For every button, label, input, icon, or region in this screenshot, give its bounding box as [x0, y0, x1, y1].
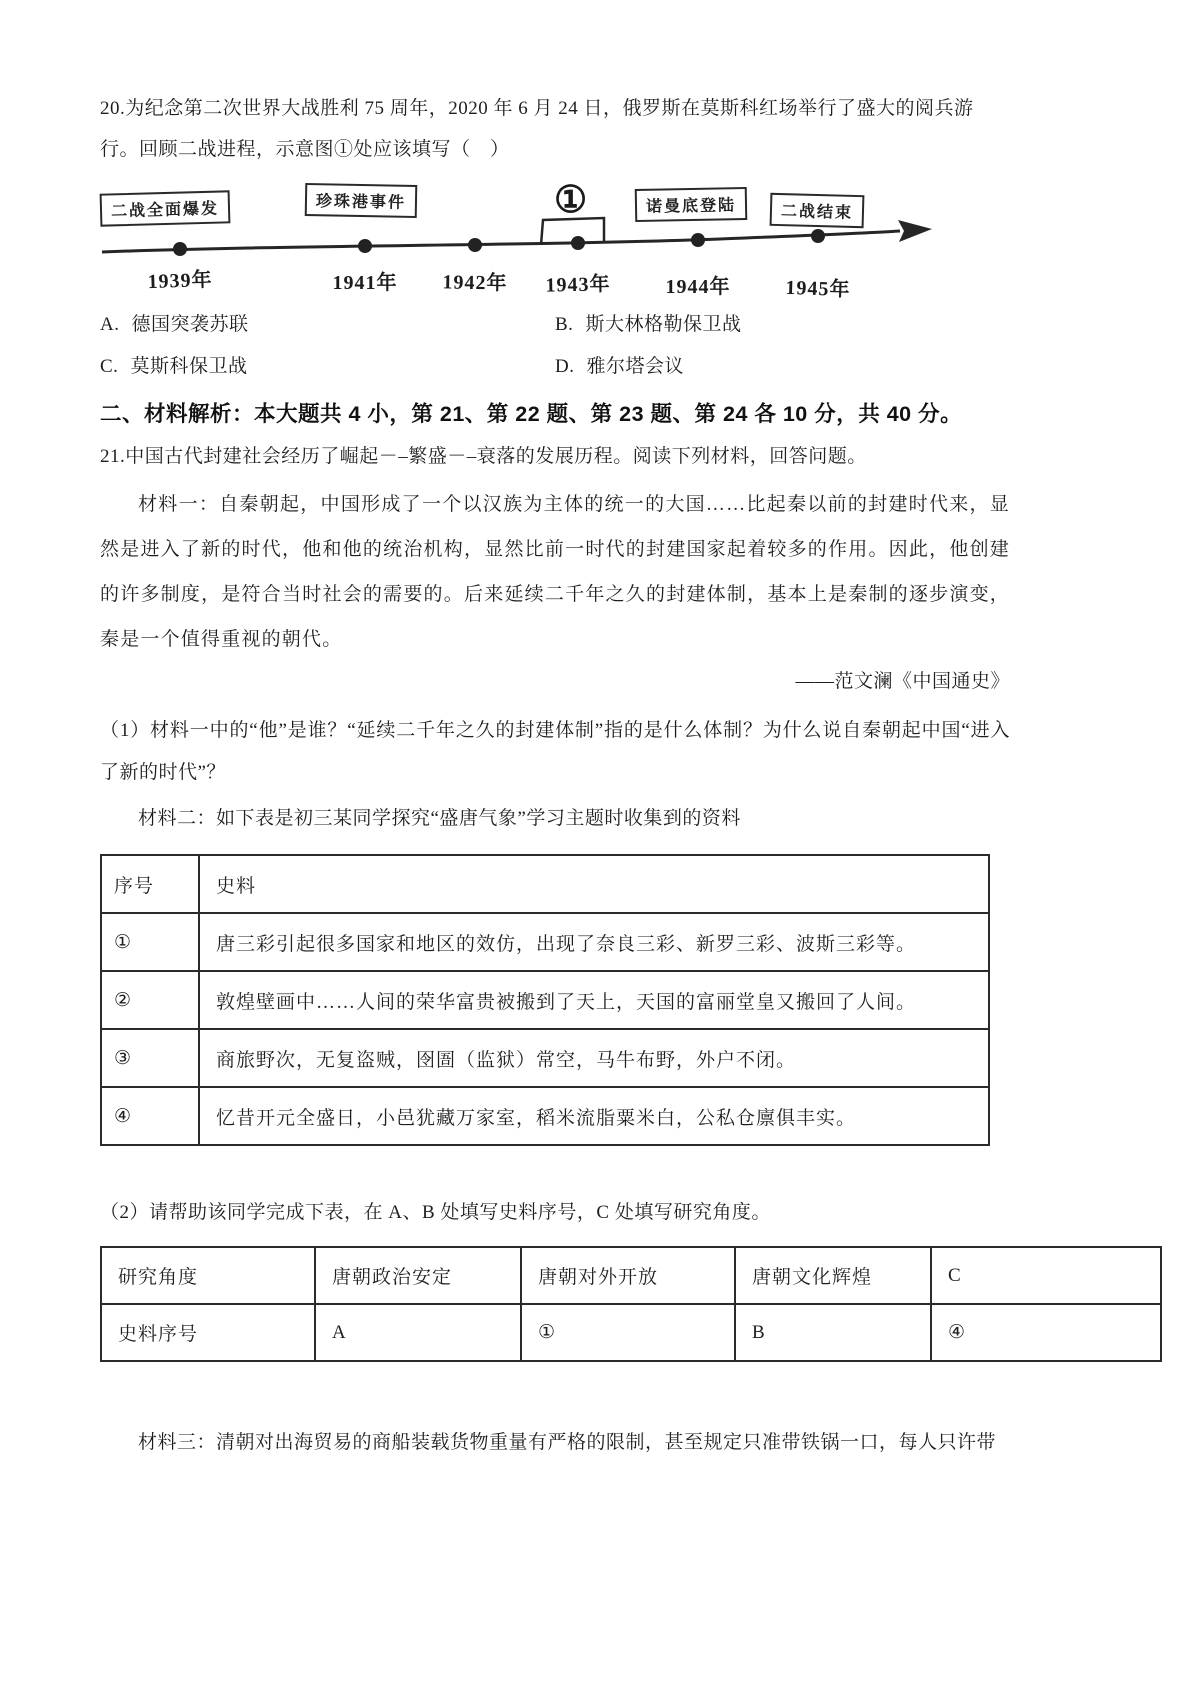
- timeline-year-label: 1939年: [147, 268, 213, 294]
- question-20-text: 20.为纪念第二次世界大战胜利 75 周年，2020 年 6 月 24 日，俄罗斯在莫斯科红场举行了盛大的阅兵游行。回顾二战进程，示意图①处应该填写（ ）: [100, 98, 974, 160]
- timeline-year-label: 1941年: [332, 272, 398, 294]
- table-cell: ④: [931, 1304, 1161, 1361]
- option-b-label: B.: [555, 314, 574, 335]
- table-cell: ④: [101, 1087, 199, 1145]
- table-cell: 序号: [101, 855, 199, 913]
- ww2-timeline-diagram: [100, 180, 950, 302]
- timeline-event-box-4: 诺曼底登陆: [635, 187, 748, 222]
- table-cell: 研究角度: [101, 1247, 315, 1304]
- table-cell: 唐三彩引起很多国家和地区的效仿，出现了奈良三彩、新罗三彩、波斯三彩等。: [199, 913, 989, 971]
- option-d: [555, 346, 684, 388]
- option-c: [100, 346, 555, 388]
- timeline-event-box-2: 珍珠港事件: [305, 183, 418, 218]
- table-cell: 唐朝政治安定: [315, 1247, 521, 1304]
- material-1-text: 材料一：自秦朝起，中国形成了一个以汉族为主体的统一的大国……比起秦以前的封建时代来，显然是进入了新的时代，他和他的统治机构，显然比前一时代的封建国家起着较多的作用。因此，他创建的许多制度，是符合当时社会的需要的。后来延续二千年之久的封建体制，基本上是秦制的逐步演变，秦是一个值得重视的朝代。: [100, 494, 1010, 650]
- options-row-1: [100, 304, 1010, 346]
- research-angle-table: [100, 1246, 1162, 1362]
- table-row: [101, 1029, 989, 1087]
- table-row: [101, 855, 989, 913]
- sub-question-1: （1）材料一中的“他”是谁？“延续二千年之久的封建体制”指的是什么体制？为什么说自秦朝起中国“进入了新的时代”？: [100, 720, 1010, 783]
- table-cell: 史料序号: [101, 1304, 315, 1361]
- timeline-event-box-5: 二战结束: [770, 193, 865, 228]
- timeline-dot-1943: [571, 236, 585, 250]
- table-cell: ①: [101, 913, 199, 971]
- section-2-header: 二、材料解析：本大题共 4 小，第 21、第 22 题、第 23 题、第 24 各 10 分，共 40 分。: [100, 402, 963, 426]
- option-d-label: D.: [555, 356, 575, 377]
- options-row-2: [100, 346, 1010, 388]
- timeline-axis: [102, 231, 900, 252]
- timeline-year-label: 1942年: [442, 271, 508, 295]
- option-a: [100, 304, 555, 346]
- timeline-year-label: 1943年: [545, 273, 611, 297]
- table-row: [101, 913, 989, 971]
- option-b-text: 斯大林格勒保卫战: [585, 314, 742, 335]
- table-row: [101, 971, 989, 1029]
- table-cell: 商旅野次，无复盗贼，囹圄（监狱）常空，马牛布野，外户不闭。: [199, 1029, 989, 1087]
- sub-question-2: （2）请帮助该同学完成下表，在 A、B 处填写史料序号，C 处填写研究角度。: [100, 1202, 771, 1223]
- timeline-year-label: 1944年: [665, 276, 731, 298]
- timeline-year-label: 1945年: [785, 276, 851, 302]
- option-a-text: 德国突袭苏联: [131, 314, 249, 335]
- timeline-blank-marker: ①: [554, 180, 588, 221]
- table-row: [101, 1087, 989, 1145]
- table-cell: ③: [101, 1029, 199, 1087]
- option-d-text: 雅尔塔会议: [586, 356, 684, 377]
- table-cell: 唐朝文化辉煌: [735, 1247, 931, 1304]
- table-cell: 唐朝对外开放: [521, 1247, 735, 1304]
- table-cell: ①: [521, 1304, 735, 1361]
- question-21-text: 21.中国古代封建社会经历了崛起－–繁盛－–衰落的发展历程。阅读下列材料，回答问题。: [100, 446, 867, 467]
- material-2-source-table: [100, 854, 990, 1146]
- table-cell: ②: [101, 971, 199, 1029]
- timeline-dot-1941: [358, 239, 372, 253]
- table-cell: A: [315, 1304, 521, 1361]
- option-c-label: C.: [100, 356, 119, 377]
- table-cell: B: [735, 1304, 931, 1361]
- timeline-event-box-1: 二战全面爆发: [100, 190, 231, 226]
- table-cell: 忆昔开元全盛日，小邑犹藏万家室，稻米流脂粟米白，公私仓廪俱丰实。: [199, 1087, 989, 1145]
- table-cell: 史料: [199, 855, 989, 913]
- table-cell: 敦煌壁画中……人间的荣华富贵被搬到了天上，天国的富丽堂皇又搬回了人间。: [199, 971, 989, 1029]
- table-row: [101, 1304, 1161, 1361]
- timeline-arrowhead-icon: [898, 220, 932, 242]
- option-b: [555, 304, 741, 346]
- timeline-dot-1945: [811, 229, 825, 243]
- table-cell: C: [931, 1247, 1161, 1304]
- timeline-dot-1944: [691, 233, 705, 247]
- option-a-label: A.: [100, 314, 120, 335]
- material-2-intro: 材料二：如下表是初三某同学探究“盛唐气象”学习主题时收集到的资料: [138, 808, 741, 829]
- timeline-dot-1942: [468, 238, 482, 252]
- timeline-dot-1939: [173, 242, 187, 256]
- material-1-source: ——范文澜《中国通史》: [795, 671, 1010, 692]
- material-3-intro: 材料三：清朝对出海贸易的商船装载货物重量有严格的限制，甚至规定只准带铁锅一口，每人只许带: [138, 1432, 997, 1453]
- table-row: [101, 1247, 1161, 1304]
- option-c-text: 莫斯科保卫战: [130, 356, 248, 377]
